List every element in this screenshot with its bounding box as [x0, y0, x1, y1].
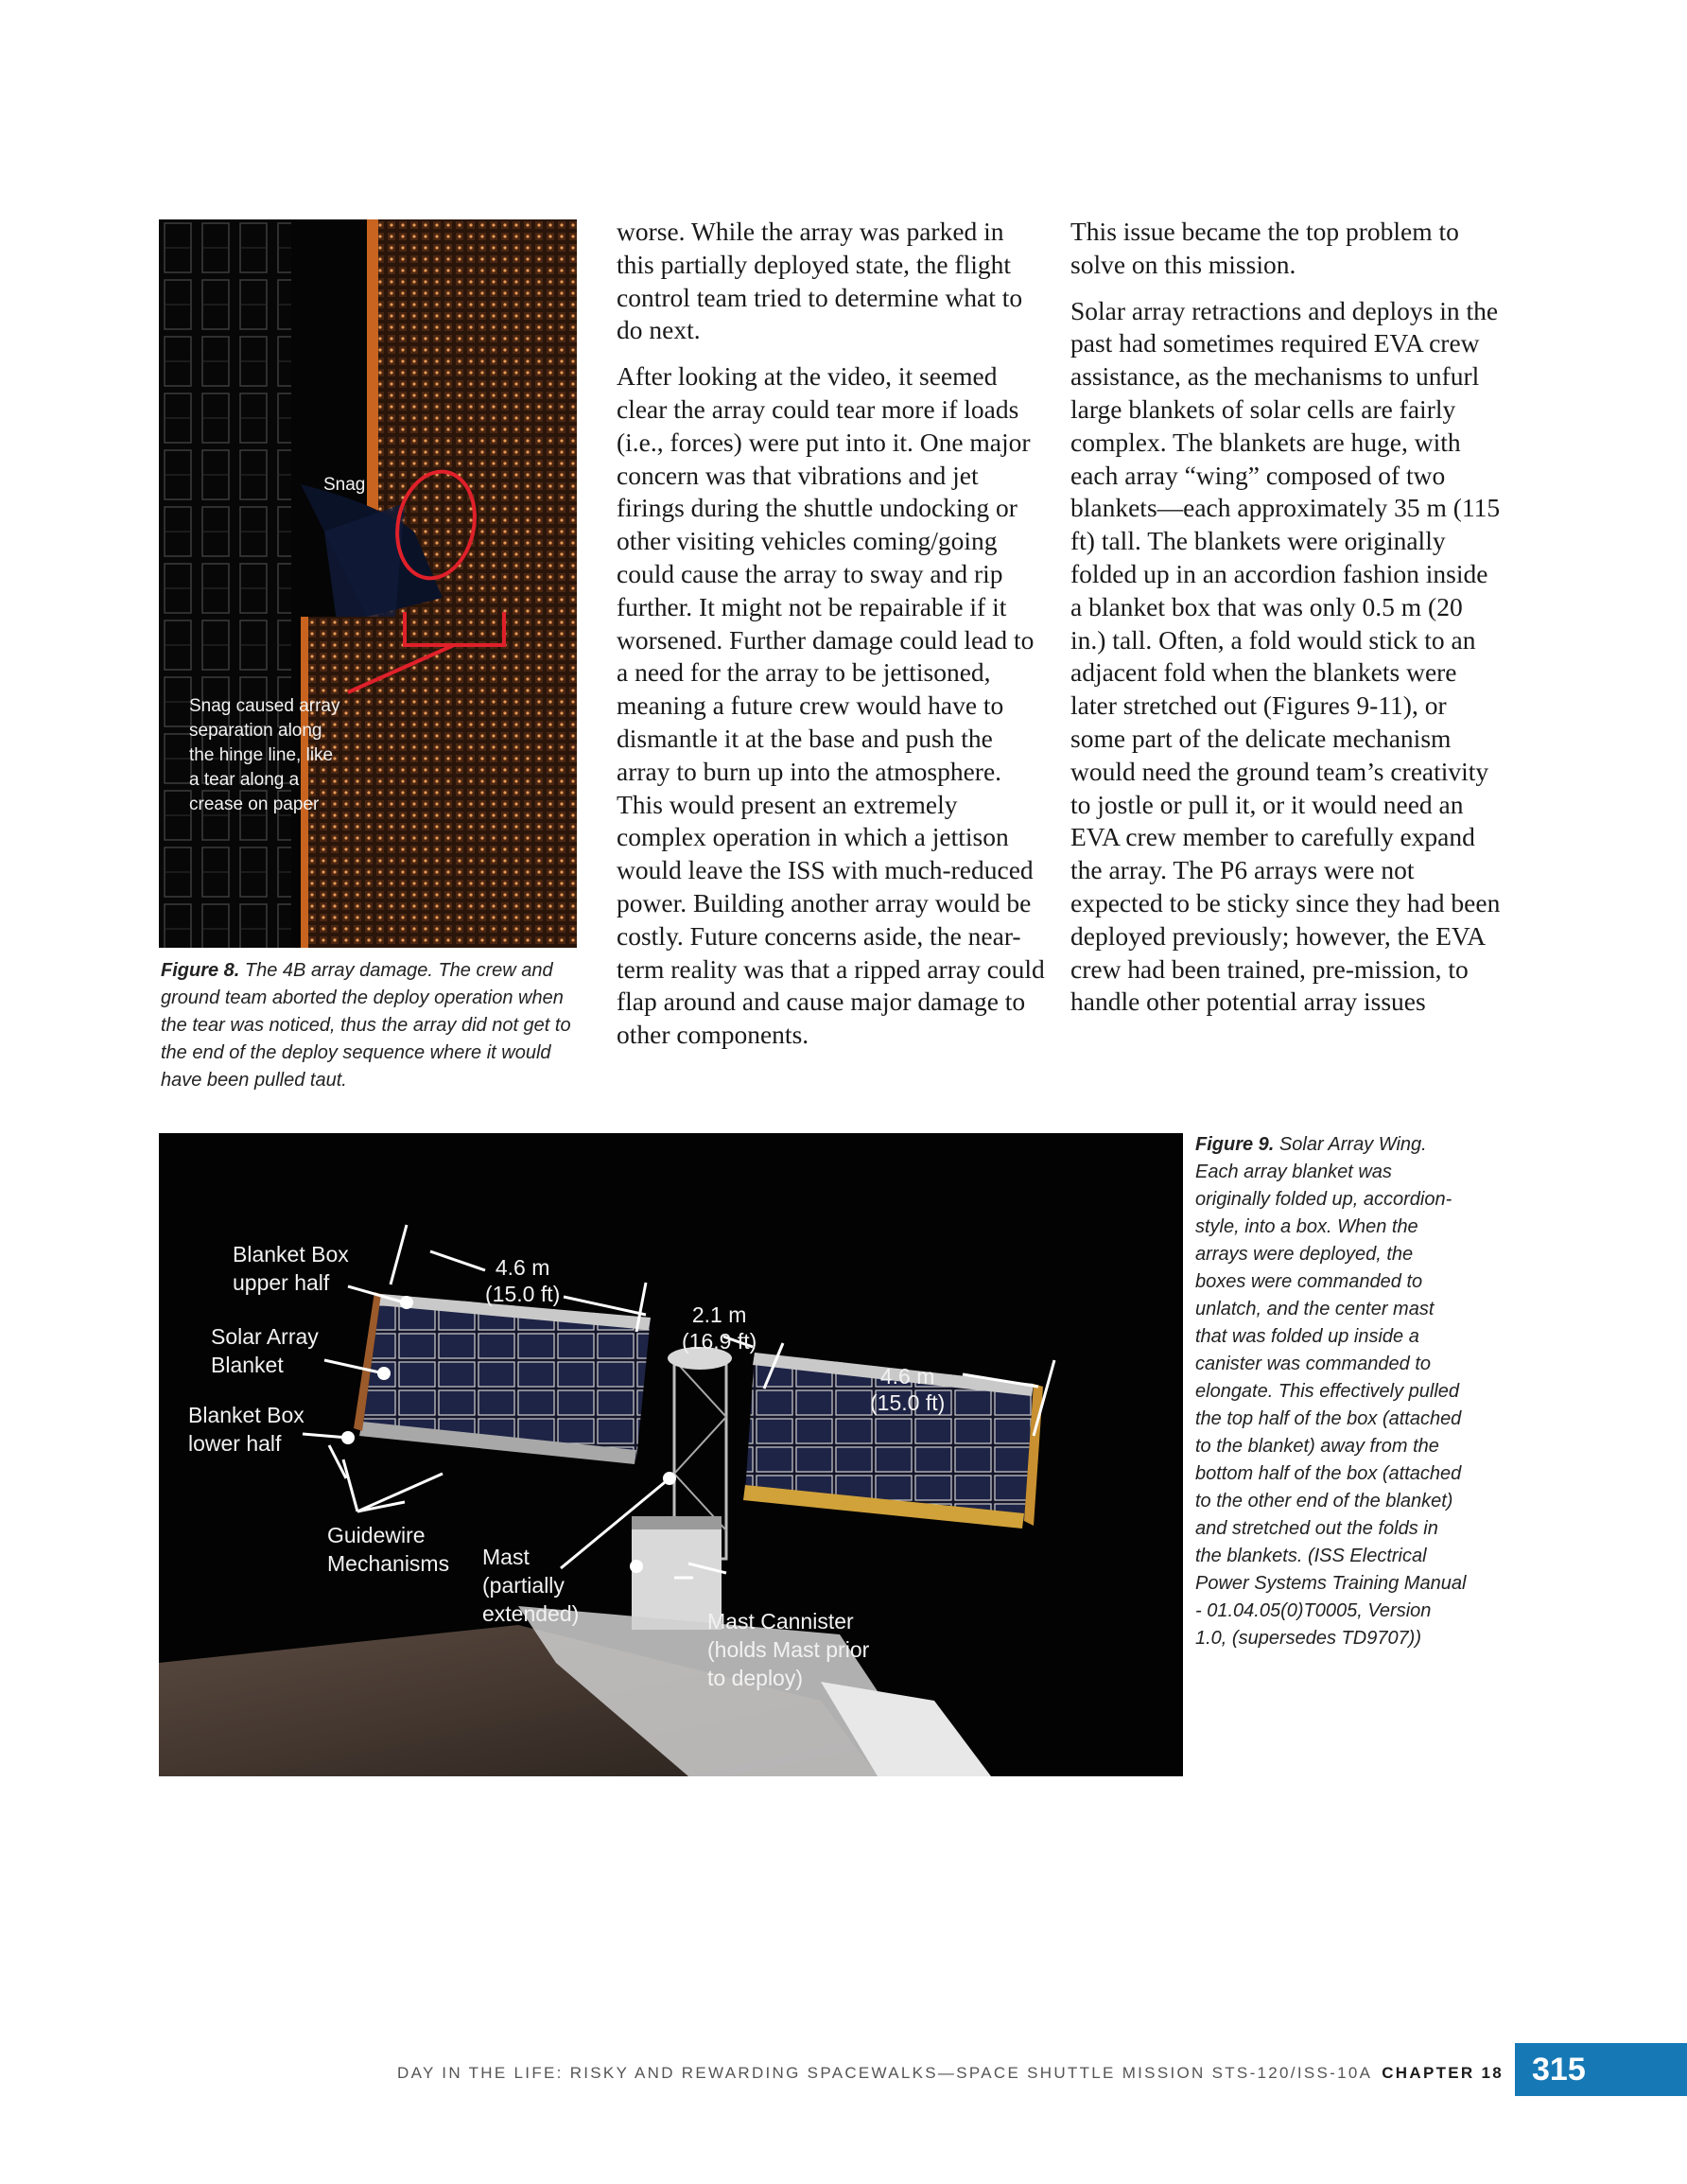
column-2-paragraph: Solar array retractions and deploys in the past had sometimes required EVA crew assistance, as the mechanisms to unfurl large blankets of solar cells are fairly complex. The blankets are huge, with each array “wing” composed of two blankets—each approximately 35 m (115 ft) tall. The blankets were originally folded up in an accordion fashion inside a blanket box that was only 0.5 m (20 in.) tall. Often, a fold would stick to an adjacent fold when the blankets were later stretched out (Figures 9-11), or some part of the delicate mechanism would need the ground team’s creativity to jostle or pull it, or it would need an EVA crew member to carefully expand the array. The P6 arrays were not expected to be sticky since they had been deployed previously; however, the EVA crew had been trained, pre-mission, to handle other potential array issues	[1070, 295, 1501, 1017]
text-column-1	[617, 216, 1047, 1065]
figure-8-image	[159, 219, 577, 948]
mast-cannister-label: Mast Cannister (holds Mast prior to deploy)	[707, 1609, 870, 1690]
figure-9-image	[159, 1133, 1183, 1776]
blanket-box-upper-label: Blanket Box upper half	[233, 1242, 349, 1295]
text-column-2	[1070, 216, 1504, 1032]
figure-8-caption	[161, 957, 582, 1094]
column-1-paragraph: After looking at the video, it seemed clear the array could tear more if loads (i.e., forces) were put into it. One major concern was that vibrations and jet firings during the shuttle undocking or other visiting vehicles coming/going could cause the array to sway and rip further. It might not be repairable if it worsened. Further damage could lead to a need for the array to be jettisoned, meaning a future crew would have to dismantle it at the base and push the array to burn up into the atmosphere. This would present an extremely complex operation in which a jettison would leave the ISS with much-reduced power. Building another array would be costly. Future concerns aside, the near-term reality was that a ripped array could flap around and cause major damage to other components.	[617, 361, 1045, 1050]
figure-8-caption-label: Figure 8.	[161, 960, 240, 981]
chapter-label: CHAPTER 18	[1382, 2064, 1504, 2082]
page-number: 315	[1515, 2043, 1687, 2096]
guidewire-mechanisms-label: Guidewire Mechanisms	[327, 1523, 450, 1576]
figure-8-caption-text: The 4B array damage. The crew and ground team aborted the deploy operation when the tear was noticed, thus the array did not get to the end of the deploy sequence where it would have been pulled taut.	[161, 960, 571, 1091]
solar-array-blanket-label: Solar Array Blanket	[211, 1324, 319, 1377]
figure-8-photo	[159, 219, 577, 948]
column-1-paragraph: worse. While the array was parked in this partially deployed state, the flight control team tried to determine what to do next.	[617, 217, 1023, 345]
snag-label: Snag	[323, 475, 366, 495]
running-title: DAY IN THE LIFE: RISKY AND REWARDING SPACEWALKS—SPACE SHUTTLE MISSION STS-120/ISS-10A	[397, 2064, 1373, 2082]
column-2-paragraph: This issue became the top problem to solve on this mission.	[1070, 217, 1459, 279]
separation-label: Snag caused array separation along the hinge line, like a tear along a crease on paper	[189, 696, 340, 814]
running-footer	[397, 2064, 1504, 2083]
figure-9-caption	[1195, 1131, 1468, 1652]
mast-label: Mast (partially extended)	[482, 1545, 580, 1626]
figure-9-caption-label: Figure 9.	[1195, 1134, 1275, 1155]
dimension-right-label: 4.6 m (15.0 ft)	[870, 1364, 946, 1415]
blanket-box-lower-label: Blanket Box lower half	[188, 1403, 304, 1456]
dimension-left-label: 4.6 m (15.0 ft)	[485, 1255, 561, 1306]
dimension-center-label: 2.1 m (16.9 ft)	[682, 1302, 757, 1354]
figure-9-caption-text: Solar Array Wing. Each array blanket was originally folded up, accordion-style, into a box. When the arrays were deployed, the boxes were commanded to unlatch, and the center mast that was folded up inside a canister was commanded to elongate. This effectively pulled the top half of the box (attached to the blanket) away from the bottom half of the box (attached to the other end of the blanket) and stretched out the folds in the blankets. (ISS Electrical Power Systems Training Manual - 01.04.05(0)T0005, Version 1.0, (supersedes TD9707))	[1195, 1134, 1467, 1649]
figure-9-photo	[159, 1133, 1183, 1776]
